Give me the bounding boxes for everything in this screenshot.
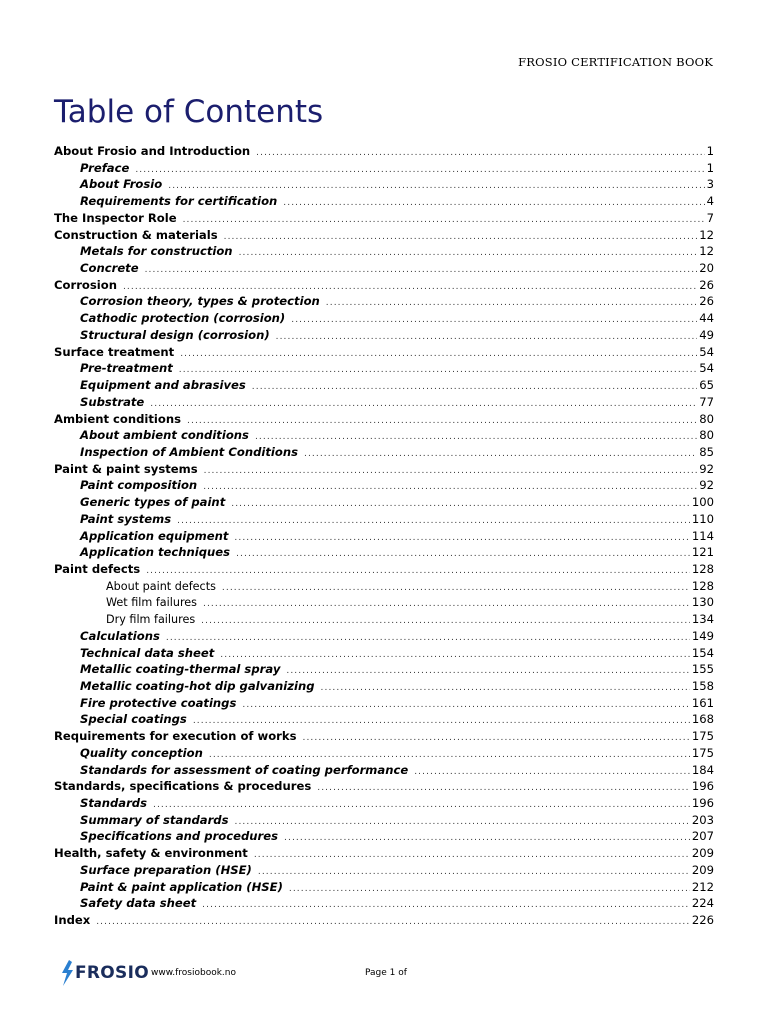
toc-entry[interactable] <box>54 427 714 444</box>
toc-entry[interactable] <box>54 845 714 862</box>
toc-entry[interactable] <box>54 477 714 494</box>
toc-entry-label: Substrate <box>80 394 145 409</box>
toc-entry-label: Corrosion <box>54 277 117 292</box>
toc-entry[interactable] <box>54 828 714 845</box>
toc-entry[interactable] <box>54 511 714 528</box>
toc-entry[interactable] <box>54 160 714 177</box>
toc-leader-dots <box>236 546 690 563</box>
toc-entry-page: 65 <box>699 378 714 393</box>
toc-leader-dots <box>283 195 704 212</box>
toc-entry-page: 168 <box>691 712 714 727</box>
toc-entry-label: Cathodic protection (corrosion) <box>80 311 286 326</box>
toc-entry-page: 12 <box>699 227 714 242</box>
toc-entry-page: 212 <box>691 879 714 894</box>
toc-entry-label: Application techniques <box>80 545 231 560</box>
toc-entry-label: Wet film failures <box>106 596 198 610</box>
toc-entry[interactable] <box>54 394 714 411</box>
toc-entry-page: 121 <box>691 545 714 560</box>
toc-entry-label: Standards for assessment of coating performance <box>80 762 409 777</box>
toc-entry[interactable] <box>54 327 714 344</box>
toc-entry[interactable] <box>54 578 714 595</box>
toc-entry[interactable] <box>54 745 714 762</box>
toc-entry[interactable] <box>54 678 714 695</box>
footer-page-number: Page 1 of <box>365 968 407 978</box>
toc-entry[interactable] <box>54 879 714 896</box>
toc-entry-label: About Frosio <box>80 177 163 192</box>
toc-leader-dots <box>231 496 690 513</box>
toc-entry[interactable] <box>54 494 714 511</box>
toc-entry-page: 114 <box>691 528 714 543</box>
toc-entry-page: 3 <box>706 177 714 192</box>
toc-entry-label: Equipment and abrasives <box>80 378 246 393</box>
toc-entry[interactable] <box>54 862 714 879</box>
toc-entry-label: Metallic coating-hot dip galvanizing <box>80 679 315 693</box>
toc-entry-page: 175 <box>691 729 714 744</box>
toc-entry-label: Application equipment <box>80 528 229 543</box>
toc-entry-page: 175 <box>691 745 714 760</box>
toc-entry[interactable] <box>54 628 714 645</box>
toc-entry-page: 100 <box>691 495 714 510</box>
toc-entry[interactable] <box>54 912 714 929</box>
toc-entry-label: Corrosion theory, types & protection <box>80 294 320 309</box>
frosio-logo <box>60 960 149 986</box>
toc-leader-dots <box>222 580 690 597</box>
toc-entry-page: 54 <box>699 344 714 359</box>
toc-leader-dots <box>204 463 698 480</box>
toc-entry-label: Concrete <box>80 261 139 276</box>
toc-entry-page: 196 <box>691 779 714 794</box>
toc-entry[interactable] <box>54 611 714 628</box>
toc-leader-dots <box>289 881 690 898</box>
toc-entry-label: Safety data sheet <box>80 896 197 911</box>
toc-leader-dots <box>255 429 697 446</box>
page-title: Table of Contents <box>54 94 324 130</box>
toc-entry-page: 161 <box>691 695 714 710</box>
toc-leader-dots <box>291 312 697 329</box>
frosio-brand-text: FROSIO <box>75 963 149 983</box>
toc-entry-page: 158 <box>691 679 714 693</box>
toc-entry-label: Surface preparation (HSE) <box>80 862 252 877</box>
toc-leader-dots <box>256 145 704 162</box>
toc-entry[interactable] <box>54 260 714 277</box>
toc-leader-dots <box>224 229 698 246</box>
toc-entry-page: 184 <box>691 762 714 777</box>
toc-entry[interactable] <box>54 293 714 310</box>
toc-entry-page: 207 <box>691 829 714 844</box>
toc-entry[interactable] <box>54 143 714 160</box>
toc-entry-label: Index <box>54 913 91 928</box>
toc-leader-dots <box>220 647 690 664</box>
toc-leader-dots <box>258 864 690 881</box>
toc-leader-dots <box>286 663 689 680</box>
toc-entry-label: Structural design (corrosion) <box>80 327 270 342</box>
toc-entry[interactable] <box>54 594 714 611</box>
toc-entry[interactable] <box>54 411 714 428</box>
toc-leader-dots <box>414 764 690 781</box>
toc-entry-label: Surface treatment <box>54 344 175 359</box>
toc-entry-label: Dry film failures <box>106 613 196 627</box>
toc-entry[interactable] <box>54 193 714 210</box>
toc-entry-page: 149 <box>691 628 714 643</box>
toc-leader-dots <box>177 513 690 530</box>
toc-entry-page: 85 <box>699 444 714 459</box>
toc-leader-dots <box>145 262 698 279</box>
toc-entry-page: 196 <box>691 796 714 811</box>
toc-entry-label: About ambient conditions <box>80 428 249 443</box>
toc-entry[interactable] <box>54 310 714 327</box>
toc-entry-page: 54 <box>699 361 714 376</box>
toc-entry-page: 209 <box>691 846 714 861</box>
toc-entry-label: Metallic coating-thermal spray <box>80 662 281 677</box>
toc-leader-dots <box>239 245 698 262</box>
toc-entry[interactable] <box>54 778 714 795</box>
toc-entry-page: 44 <box>699 311 714 326</box>
toc-entry-label: Ambient conditions <box>54 411 182 426</box>
toc-entry-label: Standards, specifications & procedures <box>54 779 312 794</box>
toc-entry-label: Requirements for execution of works <box>54 729 297 744</box>
toc-entry-label: Quality conception <box>80 745 203 760</box>
toc-entry-label: Paint composition <box>80 478 198 493</box>
toc-leader-dots <box>276 329 698 346</box>
toc-entry-label: Specifications and procedures <box>80 829 279 844</box>
toc-entry[interactable] <box>54 661 714 678</box>
toc-leader-dots <box>317 780 690 797</box>
toc-entry-page: 12 <box>699 244 714 259</box>
toc-entry-label: About Frosio and Introduction <box>54 144 251 158</box>
toc-entry-page: 1 <box>706 160 714 175</box>
toc-entry-label: Generic types of paint <box>80 495 226 510</box>
toc-entry-label: The Inspector Role <box>54 210 177 225</box>
toc-entry[interactable] <box>54 544 714 561</box>
toc-entry-page: 224 <box>691 896 714 911</box>
toc-entry-label: Special coatings <box>80 712 187 727</box>
toc-entry[interactable] <box>54 695 714 712</box>
toc-entry-page: 128 <box>691 578 714 593</box>
toc-leader-dots <box>254 847 690 864</box>
toc-leader-dots <box>183 212 705 229</box>
toc-entry-label: Paint defects <box>54 561 141 576</box>
toc-entry-page: 7 <box>706 210 714 225</box>
toc-leader-dots <box>180 346 697 363</box>
toc-leader-dots <box>146 563 690 580</box>
toc-entry-label: Preface <box>80 160 130 175</box>
toc-entry-page: 80 <box>699 411 714 426</box>
toc-entry-page: 134 <box>691 612 714 627</box>
toc-entry-page: 26 <box>699 277 714 292</box>
toc-leader-dots <box>326 295 697 312</box>
toc-leader-dots <box>187 413 697 430</box>
toc-entry[interactable] <box>54 795 714 812</box>
toc-leader-dots <box>150 396 697 413</box>
toc-entry-page: 26 <box>699 294 714 309</box>
toc-entry[interactable] <box>54 377 714 394</box>
toc-entry-label: Construction & materials <box>54 227 218 242</box>
toc-entry[interactable] <box>54 561 714 578</box>
toc-entry[interactable] <box>54 711 714 728</box>
running-header: FROSIO CERTIFICATION BOOK <box>518 55 713 69</box>
toc-leader-dots <box>284 830 690 847</box>
toc-entry[interactable] <box>54 360 714 377</box>
toc-entry-page: 203 <box>691 812 714 827</box>
toc-leader-dots <box>166 630 690 647</box>
toc-leader-dots <box>96 914 690 931</box>
frosio-logo-icon <box>60 960 74 986</box>
toc-entry-page: 128 <box>691 561 714 576</box>
toc-entry-page: 226 <box>691 913 714 928</box>
toc-entry-label: Paint systems <box>80 511 172 526</box>
toc-entry-page: 92 <box>699 478 714 493</box>
toc-entry-page: 20 <box>699 261 714 276</box>
toc-entry[interactable] <box>54 895 714 912</box>
toc-entry[interactable] <box>54 344 714 361</box>
table-of-contents <box>54 143 714 929</box>
toc-entry-label: Summary of standards <box>80 812 229 827</box>
toc-entry-page: 110 <box>691 511 714 526</box>
toc-entry-page: 130 <box>691 595 714 610</box>
toc-leader-dots <box>252 379 697 396</box>
footer-url[interactable]: www.frosiobook.no <box>151 968 236 978</box>
toc-entry-page: 155 <box>691 662 714 677</box>
toc-entry-page: 154 <box>691 645 714 660</box>
toc-entry-page: 92 <box>699 461 714 476</box>
toc-entry-page: 4 <box>706 194 714 209</box>
toc-leader-dots <box>135 162 704 179</box>
toc-entry-label: Calculations <box>80 628 160 643</box>
toc-entry[interactable] <box>54 645 714 662</box>
toc-entry-label: About paint defects <box>106 579 216 593</box>
toc-entry-label: Pre-treatment <box>80 361 173 376</box>
toc-leader-dots <box>203 596 690 613</box>
toc-entry[interactable] <box>54 277 714 294</box>
toc-leader-dots <box>203 479 697 496</box>
toc-entry-label: Requirements for certification <box>80 194 278 209</box>
toc-entry-label: Paint & paint application (HSE) <box>80 879 283 894</box>
toc-entry[interactable] <box>54 461 714 478</box>
toc-leader-dots <box>201 613 690 630</box>
toc-entry[interactable] <box>54 528 714 545</box>
toc-entry-label: Paint & paint systems <box>54 461 198 476</box>
toc-leader-dots <box>202 897 690 914</box>
toc-entry-page: 49 <box>699 327 714 342</box>
toc-entry-label: Fire protective coatings <box>80 695 237 710</box>
toc-leader-dots <box>242 697 689 714</box>
toc-entry-label: Health, safety & environment <box>54 846 248 861</box>
toc-entry[interactable] <box>54 210 714 227</box>
toc-entry[interactable] <box>54 176 714 193</box>
toc-leader-dots <box>321 680 690 697</box>
toc-entry[interactable] <box>54 243 714 260</box>
toc-entry-label: Standards <box>80 796 148 811</box>
toc-leader-dots <box>303 730 690 747</box>
toc-entry[interactable] <box>54 227 714 244</box>
toc-entry-page: 1 <box>706 144 714 158</box>
toc-entry-page: 80 <box>699 428 714 443</box>
toc-entry-page: 209 <box>691 862 714 877</box>
toc-entry[interactable] <box>54 728 714 745</box>
toc-entry-page: 77 <box>699 394 714 409</box>
toc-entry-label: Inspection of Ambient Conditions <box>80 444 298 459</box>
toc-entry-label: Technical data sheet <box>80 645 215 660</box>
toc-entry[interactable] <box>54 762 714 779</box>
toc-entry[interactable] <box>54 812 714 829</box>
toc-leader-dots <box>235 814 690 831</box>
toc-leader-dots <box>304 446 697 463</box>
toc-entry[interactable] <box>54 444 714 461</box>
toc-entry-label: Metals for construction <box>80 244 233 259</box>
toc-leader-dots <box>234 530 689 547</box>
toc-leader-dots <box>179 362 697 379</box>
